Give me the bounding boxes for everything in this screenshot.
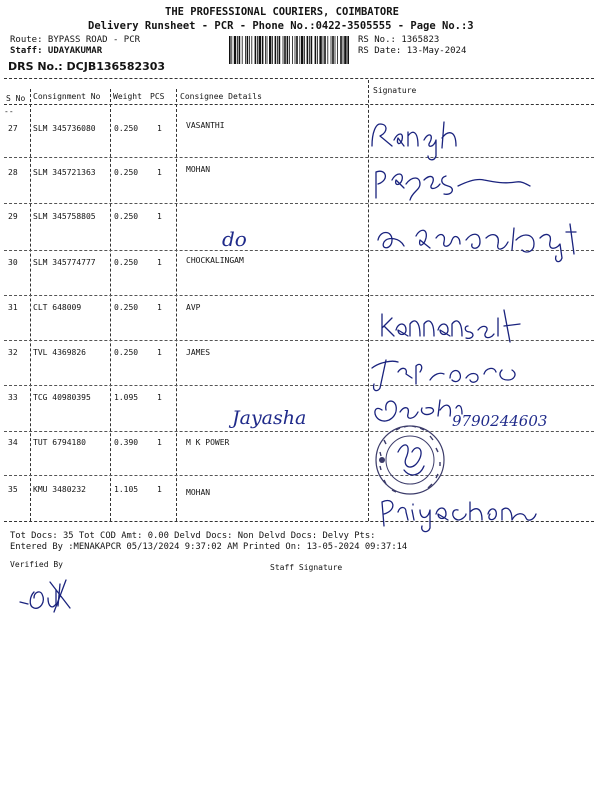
row-sno: 31 xyxy=(8,303,18,312)
col-header-signature: Signature xyxy=(373,86,417,95)
row-consignment: SLM 345758805 xyxy=(33,212,96,221)
row-pcs: 1 xyxy=(157,168,162,177)
row-33-handwritten-name: Jayasha xyxy=(232,407,307,429)
row-consignment: SLM 345721363 xyxy=(33,168,96,177)
row-pcs: 1 xyxy=(157,438,162,447)
verified-by-signature xyxy=(20,580,70,612)
row-pcs: 1 xyxy=(157,124,162,133)
drs-number: DRS No.: DCJB136582303 xyxy=(8,60,166,73)
row-consignee: MOHAN xyxy=(186,165,211,174)
row-weight: 0.250 xyxy=(114,258,139,267)
row-consignment: TCG 40980395 xyxy=(33,393,91,402)
row-consignee: M K POWER xyxy=(186,438,230,447)
row-consignment: SLM 345774777 xyxy=(33,258,96,267)
row-weight: 1.095 xyxy=(114,393,139,402)
row-consignment: SLM 345736080 xyxy=(33,124,96,133)
signature-row-33 xyxy=(375,400,462,421)
verified-by-label: Verified By xyxy=(10,560,63,569)
totals-line: Tot Docs: 35 Tot COD Amt: 0.00 Delvd Docs: Non Delvd Docs: Delvy Pts: xyxy=(10,531,376,541)
row-33-handwritten-phone: 9790244603 xyxy=(452,412,548,430)
row-consignee: JAMES xyxy=(186,348,211,357)
row-consignment: KMU 3480232 xyxy=(33,485,86,494)
col-header-consignment: Consignment No xyxy=(33,92,101,101)
col-header-sno: S No xyxy=(6,94,26,103)
signature-row-27 xyxy=(372,122,456,160)
col-header-weight: Weight xyxy=(113,92,142,101)
row-weight: 0.390 xyxy=(114,438,139,447)
row-consignment: TVL 4369826 xyxy=(33,348,86,357)
rs-date: RS Date: 13-May-2024 xyxy=(358,46,467,56)
row-consignee: CHOCKALINGAM xyxy=(186,256,244,265)
row-29-handwritten-note: do xyxy=(222,227,247,251)
row-pcs: 1 xyxy=(157,348,162,357)
row-sno: 30 xyxy=(8,258,18,267)
signature-row-28 xyxy=(376,171,530,200)
route-label: Route: BYPASS ROAD - PCR xyxy=(10,35,141,45)
col-header-pcs: PCS xyxy=(150,92,165,101)
row-weight: 0.250 xyxy=(114,124,139,133)
signature-row-31 xyxy=(382,310,520,342)
row-sno: 27 xyxy=(8,124,18,133)
row-weight: 0.250 xyxy=(114,348,139,357)
row-consignment: CLT 648009 xyxy=(33,303,82,312)
signature-row-32 xyxy=(372,360,515,391)
signature-row-29 xyxy=(378,224,576,262)
entered-by-line: Entered By :MENAKAPCR 05/13/2024 9:37:02 AM Printed On: 13-05-2024 09:37:14 xyxy=(10,542,408,552)
row-sno: 29 xyxy=(8,212,18,221)
row-consignee: VASANTHI xyxy=(186,121,225,130)
row-pcs: 1 xyxy=(157,303,162,312)
row-pcs: 1 xyxy=(157,485,162,494)
rs-number: RS No.: 1365823 xyxy=(358,35,440,45)
header-dash-marks: -- xyxy=(4,107,14,116)
delivery-stamp-image xyxy=(376,426,444,494)
row-consignment: TUT 6794180 xyxy=(33,438,86,447)
row-consignee: AVP xyxy=(186,303,201,312)
row-pcs: 1 xyxy=(157,258,162,267)
col-header-consignee: Consignee Details xyxy=(180,92,262,101)
runsheet-title: Delivery Runsheet - PCR - Phone No.:0422-3505555 - Page No.:3 xyxy=(88,20,474,32)
row-weight: 0.250 xyxy=(114,212,139,221)
staff-signature-label: Staff Signature xyxy=(270,563,343,572)
row-sno: 28 xyxy=(8,168,18,177)
row-pcs: 1 xyxy=(157,393,162,402)
company-name: THE PROFESSIONAL COURIERS, COIMBATORE xyxy=(165,6,399,18)
row-weight: 0.250 xyxy=(114,303,139,312)
row-pcs: 1 xyxy=(157,212,162,221)
signature-row-35 xyxy=(382,501,536,532)
row-sno: 32 xyxy=(8,348,18,357)
row-consignee: MOHAN xyxy=(186,488,211,497)
row-sno: 33 xyxy=(8,393,18,402)
row-sno: 34 xyxy=(8,438,18,447)
row-weight: 0.250 xyxy=(114,168,139,177)
row-weight: 1.105 xyxy=(114,485,139,494)
staff-label: Staff: UDAYAKUMAR xyxy=(10,46,103,56)
row-sno: 35 xyxy=(8,485,18,494)
